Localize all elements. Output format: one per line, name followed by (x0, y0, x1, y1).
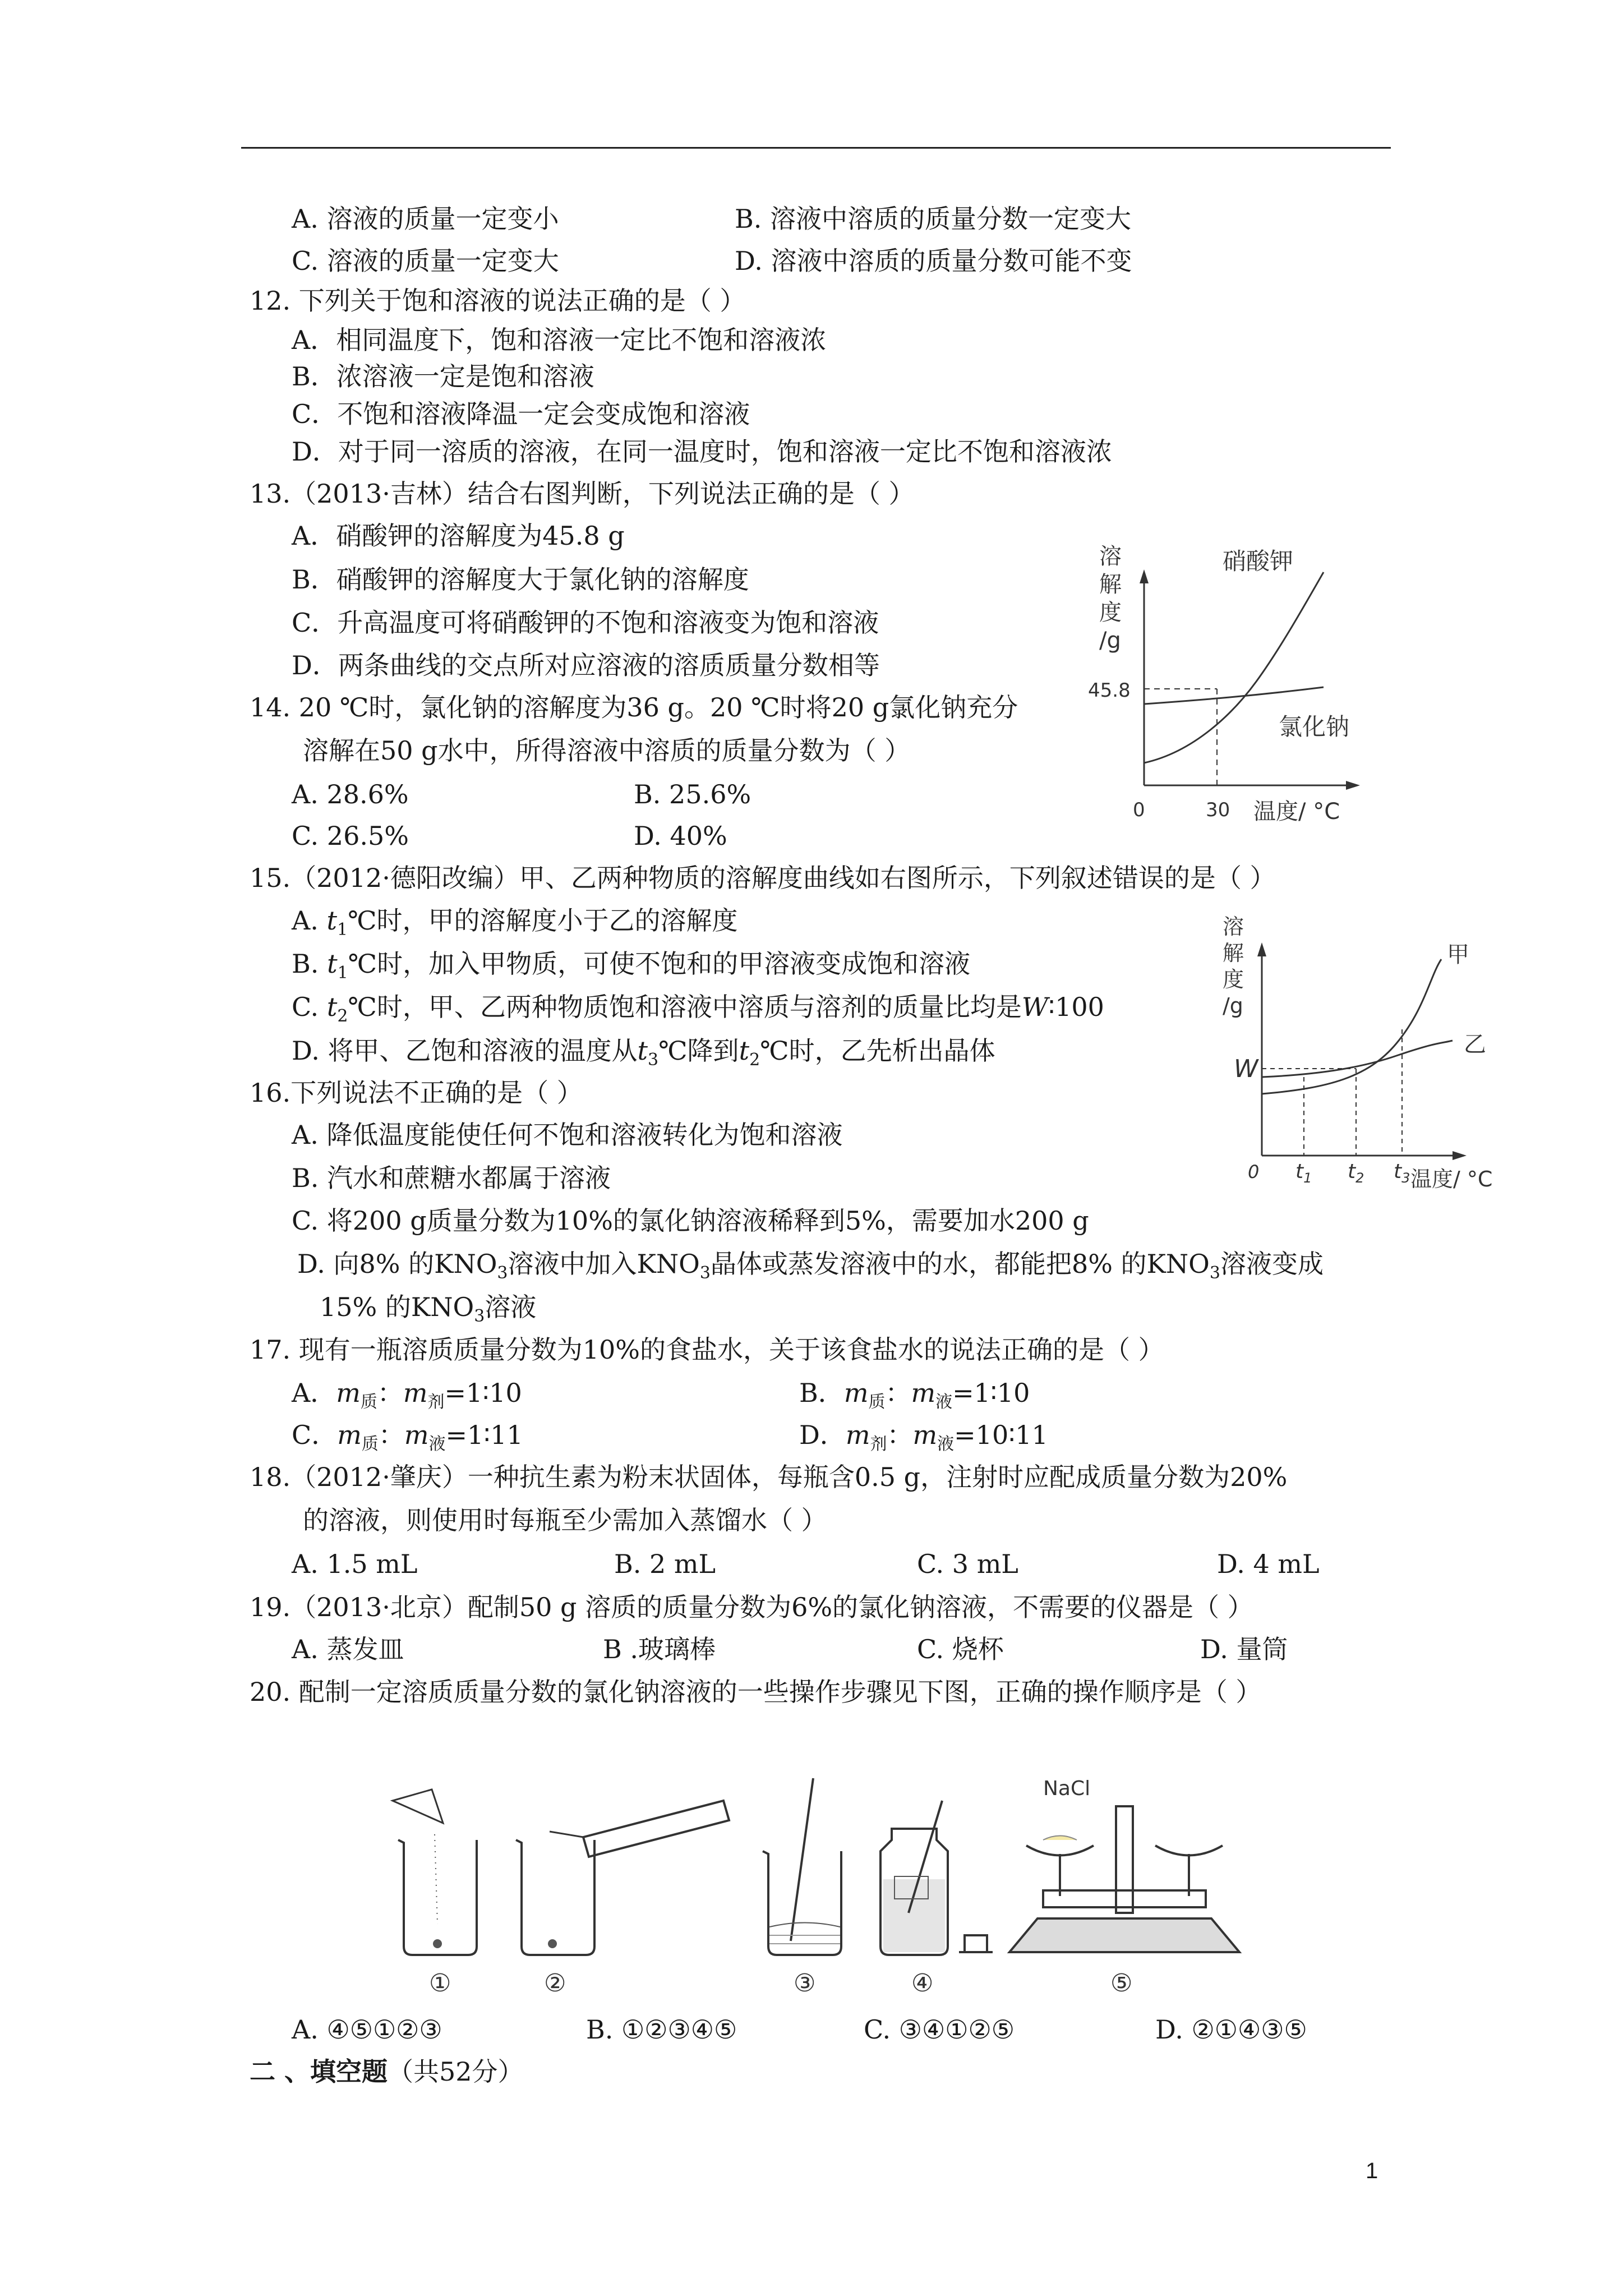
q17-option-b: B．$m_质$：$m_液=1∶10$ (799, 1378, 1030, 1412)
fig2-ylabel-3: 度 (1223, 967, 1244, 992)
q14-option-b: B. 25.6% (634, 779, 751, 809)
fig1-series-kno3: 硝酸钾 (1223, 547, 1294, 575)
fig1-x-origin: 0 (1133, 799, 1145, 821)
step-2-pour-water (516, 1801, 729, 1998)
step-5-weigh (1009, 1777, 1239, 1998)
fig1-series-nacl: 氯化钠 (1279, 713, 1350, 740)
fig2-xlabel: 温度/ °C (1410, 1167, 1493, 1191)
step-5-nacl-label: NaCl (1043, 1777, 1091, 1800)
q18-stem-line2: 的溶液，则使用时每瓶至少需加入蒸馏水（ ） (303, 1505, 827, 1535)
q11-option-d: D. 溶液中溶质的质量分数可能不变 (735, 246, 1132, 276)
step-1-label: ① (429, 1969, 451, 1998)
fig2-curve-jia (1262, 959, 1441, 1094)
fig1-curve-nacl (1144, 687, 1324, 704)
q18-option-c: C. 3 mL (917, 1549, 1018, 1579)
fig1-ylabel-2: 解 (1099, 572, 1122, 597)
fig2-x-origin: 0 (1248, 1161, 1260, 1182)
q14-option-d: D. 40% (634, 821, 727, 851)
q17-stem: 17. 现有一瓶溶质质量分数为10%的食盐水，关于该食盐水的说法正确的是（ ） (250, 1335, 1164, 1365)
fig2-y-arrow (1257, 942, 1266, 956)
q17-option-c: C．$m_质$：$m_液=1∶11$ (292, 1420, 523, 1455)
q13-stem: 13.（2013·吉林）结合右图判断，下列说法正确的是（ ） (250, 478, 915, 509)
q15-option-d: D. 将甲、乙饱和溶液的温度从$t_3℃$降到$t_2℃$时，乙先析出晶体 (292, 1036, 995, 1070)
fig2-ylabel-1: 溶 (1223, 914, 1244, 939)
step-4-take-solid (880, 1801, 993, 1998)
q19-option-d: D. 量筒 (1200, 1634, 1288, 1664)
step-4-label: ④ (911, 1969, 934, 1998)
q13-option-c: C．升高温度可将硝酸钾的不饱和溶液变为饱和溶液 (292, 608, 879, 638)
section-2-heading: 二 、填空题（共52分） (250, 2056, 524, 2087)
step-1-pour-solid (393, 1789, 477, 1998)
q20-option-a: A. ④⑤①②③ (292, 2014, 442, 2045)
q14-option-c: C. 26.5% (292, 821, 409, 851)
q14-stem-line2: 溶解在50 g水中，所得溶液中溶质的质量分数为（ ） (303, 735, 911, 766)
header-rule (241, 147, 1391, 149)
q15-option-a: A. $t_1℃$时，甲的溶解度小于乙的溶解度 (292, 905, 738, 940)
fig2-ylabel-4: /g (1223, 993, 1243, 1018)
fig2-series-jia: 甲 (1447, 942, 1469, 968)
q14-option-a: A. 28.6% (292, 779, 409, 809)
fig2-curve-yi (1262, 1041, 1453, 1077)
q16-stem: 16.下列说法不正确的是（ ） (250, 1078, 583, 1108)
fig2-x-arrow (1453, 1151, 1467, 1160)
q11-option-a: A. 溶液的质量一定变小 (292, 204, 559, 234)
q15-option-b: B. $t_1℃$时，加入甲物质，可使不饱和的甲溶液变成饱和溶液 (292, 949, 971, 983)
q20-option-d: D. ②①④③⑤ (1155, 2014, 1307, 2045)
q12-option-a: A．相同温度下，饱和溶液一定比不饱和溶液浓 (292, 325, 827, 355)
q11-option-c: C. 溶液的质量一定变大 (292, 246, 559, 276)
fig2-series-yi: 乙 (1464, 1032, 1486, 1057)
fig1-xlabel: 温度/ °C (1253, 799, 1340, 825)
step-3-label: ③ (794, 1969, 816, 1998)
q16-option-d-line1: D. 向8% 的$KNO_3$溶液中加入$KNO_3$晶体或蒸发溶液中的水，都能把8% 的$KNO_3$溶液变成 (297, 1249, 1324, 1283)
q14-stem-line1: 14. 20 ℃时，氯化钠的溶解度为36 g。20 ℃时将20 g氯化钠充分 (250, 692, 1018, 723)
fig1-x-arrow (1346, 781, 1360, 790)
page-number: 1 (1366, 2159, 1378, 2183)
q19-option-c: C. 烧杯 (917, 1634, 1004, 1664)
q20-option-b: B. ①②③④⑤ (586, 2014, 737, 2045)
q19-option-b: B .玻璃棒 (603, 1634, 716, 1664)
q15-option-c: C. $t_2℃$时，甲、乙两种物质饱和溶液中溶质与溶剂的质量比均是W∶100 (292, 992, 1104, 1027)
fig2-y-tick: W (1234, 1055, 1258, 1083)
q12-option-d: D．对于同一溶质的溶液，在同一温度时，饱和溶液一定比不饱和溶液浓 (292, 436, 1112, 467)
q16-option-c: C. 将200 g质量分数为10%的氯化钠溶液稀释到5%，需要加水200 g (292, 1205, 1089, 1236)
q11-option-b: B. 溶液中溶质的质量分数一定变大 (735, 204, 1132, 234)
fig1-ylabel-4: /g (1099, 628, 1121, 654)
q15-stem: 15.（2012·德阳改编）甲、乙两种物质的溶解度曲线如右图所示，下列叙述错误的是（ ） (250, 863, 1276, 893)
q17-option-a: A．$m_质$：$m_剂=1∶10$ (292, 1378, 522, 1412)
q16-option-d-line2: 15% 的$KNO_3$溶液 (320, 1292, 537, 1327)
q16-option-b: B. 汽水和蔗糖水都属于溶液 (292, 1163, 611, 1193)
fig2-t2: $t_2$ (1348, 1160, 1364, 1186)
fig1-ylabel-3: 度 (1099, 600, 1122, 625)
q16-option-a: A. 降低温度能使任何不饱和溶液转化为饱和溶液 (292, 1120, 843, 1150)
lab-steps-figure (381, 1767, 1301, 2003)
fig1-x-tick: 30 (1206, 799, 1230, 821)
q20-option-c: C. ③④①②⑤ (864, 2014, 1015, 2045)
fig1-y-arrow (1140, 569, 1149, 583)
step-5-label: ⑤ (1110, 1969, 1133, 1998)
q12-stem: 12. 下列关于饱和溶液的说法正确的是（ ） (250, 286, 746, 316)
fig2-t3: $t_3$ (1394, 1160, 1410, 1186)
q13-option-d: D．两条曲线的交点所对应溶液的溶质质量分数相等 (292, 650, 880, 680)
q18-option-b: B. 2 mL (614, 1549, 716, 1579)
q13-option-b: B．硝酸钾的溶解度大于氯化钠的溶解度 (292, 564, 749, 595)
q18-option-a: A. 1.5 mL (292, 1549, 418, 1579)
q17-option-d: D．$m_剂$：$m_液=10∶11$ (799, 1420, 1048, 1455)
q12-option-c: C．不饱和溶液降温一定会变成饱和溶液 (292, 399, 750, 429)
step-3-stir (763, 1778, 841, 1998)
solubility-chart-kno3-nacl (1088, 539, 1402, 841)
q19-stem: 19.（2013·北京）配制50 g 溶质的质量分数为6%的氯化钠溶液，不需要的仪器是（ ） (250, 1592, 1253, 1622)
fig1-ylabel-1: 溶 (1099, 544, 1122, 569)
q18-stem-line1: 18.（2012·肇庆）一种抗生素为粉末状固体，每瓶含0.5 g，注射时应配成质量分数为20% (250, 1462, 1288, 1492)
q20-stem: 20. 配制一定溶质质量分数的氯化钠溶液的一些操作步骤见下图，正确的操作顺序是（ ） (250, 1677, 1262, 1707)
q19-option-a: A. 蒸发皿 (292, 1634, 404, 1664)
fig2-ylabel-2: 解 (1223, 941, 1244, 965)
step-2-label: ② (544, 1969, 566, 1998)
solubility-chart-jia-yi (1217, 909, 1520, 1200)
q12-option-b: B．浓溶液一定是饱和溶液 (292, 361, 594, 392)
q13-option-a: A．硝酸钾的溶解度为45.8 g (292, 521, 625, 551)
fig2-t1: $t_1$ (1295, 1160, 1312, 1186)
fig1-y-tick: 45.8 (1088, 679, 1131, 702)
q18-option-d: D. 4 mL (1217, 1549, 1320, 1579)
